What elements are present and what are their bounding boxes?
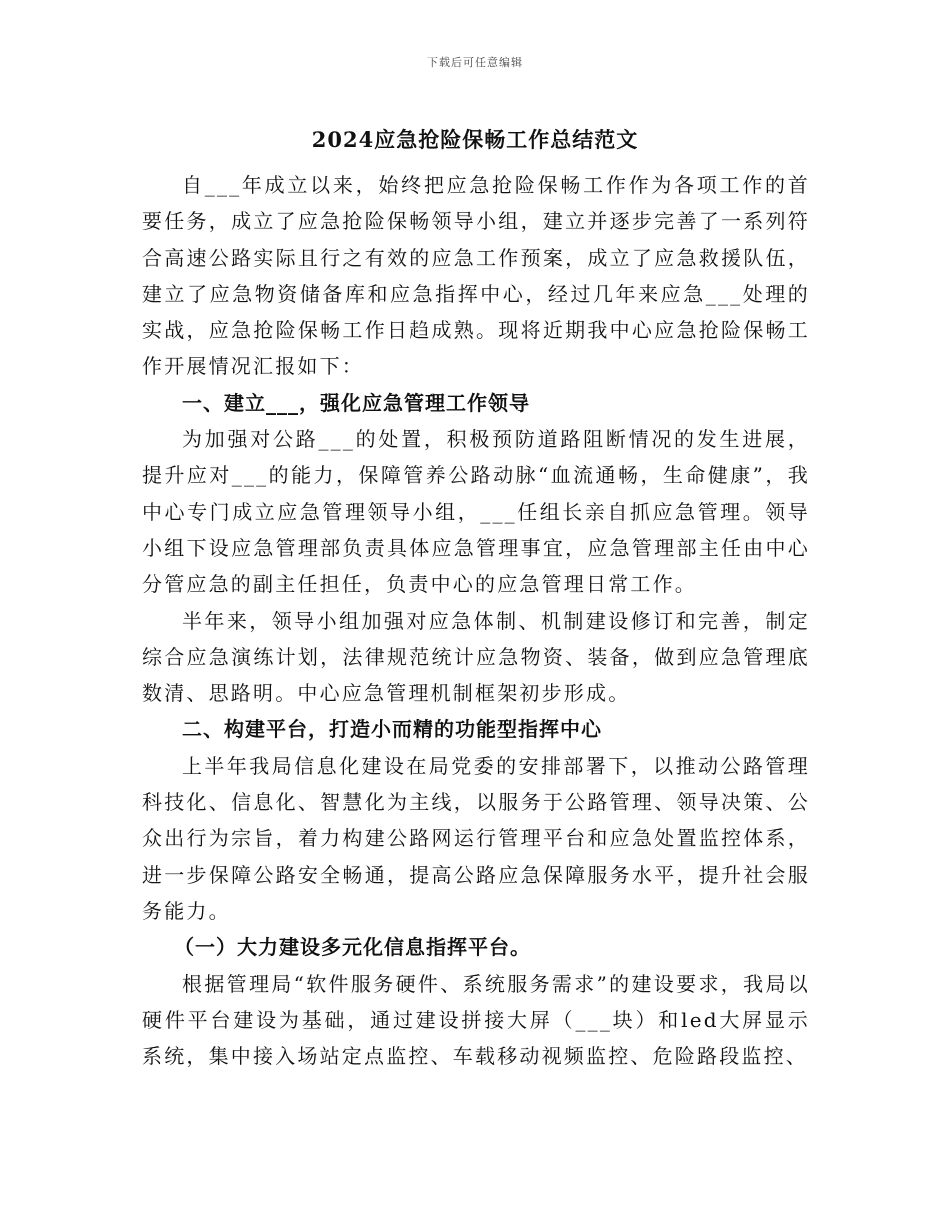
document-title: 2024应急抢险保畅工作总结范文 bbox=[311, 127, 639, 152]
paragraph-3: 上半年我局信息化建设在局党委的安排部署下，以推动公路管理科技化、信息化、智慧化为主线，以服务于公路管理、领导决策、公众出行为宗旨，着力构建公路网运行管理平台和应急处置监控体系，进一步保障公路安全畅通，提高公路应急保障服务水平，提升社会服务能力。 bbox=[142, 753, 810, 923]
paragraph-2: 半年来，领导小组加强对应急体制、机制建设修订和完善，制定综合应急演练计划，法律规范统计应急物资、装备，做到应急管理底数清、思路明。中心应急管理机制框架初步形成。 bbox=[142, 608, 810, 706]
document-body bbox=[142, 167, 810, 1074]
section-heading-1: 一、建立___，强化应急管理工作领导 bbox=[182, 390, 530, 415]
subsection-heading-1: （一）大力建设多元化信息指挥平台。 bbox=[174, 935, 531, 960]
header-note: 下载后可任意编辑 bbox=[427, 56, 523, 69]
section-heading-2: 二、构建平台，打造小而精的功能型指挥中心 bbox=[182, 717, 602, 742]
paragraph-4: 根据管理局“软件服务硬件、系统服务需求”的建设要求，我局以硬件平台建设为基础，通过建设拼接大屏（___块）和led大屏显示系统，集中接入场站定点监控、车载移动视频监控、危险路段监控、 bbox=[142, 971, 810, 1069]
paragraph-intro: 自___年成立以来，始终把应急抢险保畅工作作为各项工作的首要任务，成立了应急抢险保畅领导小组，建立并逐步完善了一系列符合高速公路实际且行之有效的应急工作预案，成立了应急救援队伍，建立了应急物资储备库和应急指挥中心，经过几年来应急___处理的实战，应急抢险保畅工作日趋成熟。现将近期我中心应急抢险保畅工作开展情况汇报如下： bbox=[142, 173, 810, 379]
paragraph-1: 为加强对公路___的处置，积极预防道路阻断情况的发生进展，提升应对___的能力，保障管养公路动脉“血流通畅，生命健康”，我中心专门成立应急管理领导小组，___任组长亲自抓应急管理。领导小组下设应急管理部负责具体应急管理事宜，应急管理部主任由中心分管应急的副主任担任，负责中心的应急管理日常工作。 bbox=[142, 427, 810, 597]
